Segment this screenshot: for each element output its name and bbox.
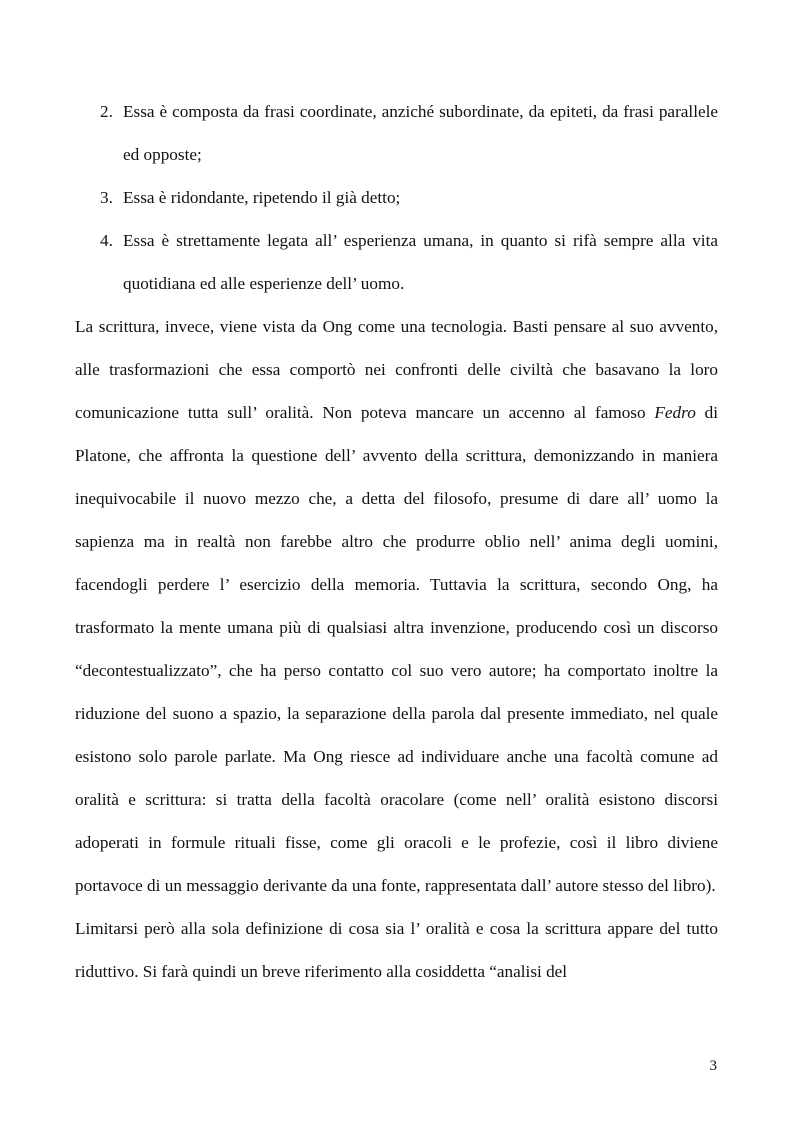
numbered-list [75, 90, 718, 305]
paragraph-text: La scrittura, invece, viene vista da Ong come una tecnologia. Basti pensare al suo avvento, alle trasformazioni che essa comportò nei confronti delle civiltà che basavano la loro comunicazione tutta sull’ oralità. Non poteva mancare un accenno al famoso [75, 317, 718, 422]
list-item-number: 3. [100, 188, 113, 207]
paragraph-writing-technology [75, 305, 718, 907]
page-body [75, 90, 718, 993]
page-number: 3 [709, 1058, 717, 1074]
list-item [75, 176, 718, 219]
book-title-fedro: Fedro [654, 403, 696, 422]
list-item-number: 2. [100, 102, 113, 121]
list-item-number: 4. [100, 231, 113, 250]
list-item-text: Essa è ridondante, ripetendo il già detto; [123, 188, 401, 207]
list-item [75, 219, 718, 305]
list-item [75, 90, 718, 176]
list-item-text: Essa è strettamente legata all’ esperienza umana, in quanto si rifà sempre alla vita quotidiana ed alle esperienze dell’ uomo. [123, 231, 718, 293]
list-item-text: Essa è composta da frasi coordinate, anziché subordinate, da epiteti, da frasi parallele ed opposte; [123, 102, 718, 164]
paragraph-text: di Platone, che affronta la questione dell’ avvento della scrittura, demonizzando in maniera inequivocabile il nuovo mezzo che, a detta del filosofo, presume di dare all’ uomo la sapienza ma in realtà non farebbe altro che produrre oblio nell’ anima degli uomini, facendogli perdere l’ esercizio della memoria. Tuttavia la scrittura, secondo Ong, ha trasformato la mente umana più di qualsiasi altra invenzione, producendo così un discorso “decontestualizzato”, che ha perso contatto col suo vero autore; ha comportato inoltre la riduzione del suono a spazio, la separazione della parola dal presente immediato, nel quale esistono solo parole parlate. Ma Ong riesce ad individuare anche una facoltà comune ad oralità e scrittura: si tratta della facoltà oracolare (come nell’ oralità esistono discorsi adoperati in formule rituali fisse, come gli oracoli e le profezie, così il libro diviene portavoce di un messaggio derivante da una fonte, rappresentata dall’ autore stesso del libro). [75, 403, 719, 895]
paragraph-limits: Limitarsi però alla sola definizione di cosa sia l’ oralità e cosa la scrittura appare del tutto riduttivo. Si farà quindi un breve riferimento alla cosiddetta “analisi del [75, 919, 718, 981]
